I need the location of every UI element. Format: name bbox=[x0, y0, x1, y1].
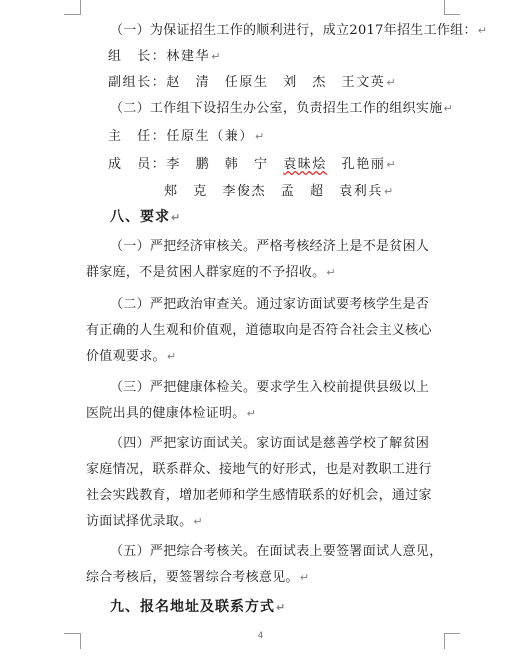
paragraph-mark-icon: ↵ bbox=[386, 158, 398, 171]
text-line: （二）工作组下设招生办公室，负责招生工作的组织实施↵ bbox=[110, 101, 454, 116]
text-line: 家庭情况，联系群众、接地气的好形式，也是对教职工进行 bbox=[86, 462, 432, 477]
page-number: 4 bbox=[257, 631, 264, 641]
text-line: 主 任：任原生（兼）↵ bbox=[108, 129, 266, 144]
text-line: 综合考核后，要签署综合考核意见。↵ bbox=[86, 570, 310, 585]
paragraph-mark-icon: ↵ bbox=[299, 571, 310, 584]
paragraph-mark-icon: ↵ bbox=[326, 266, 336, 279]
text-line: （一）为保证招生工作的顺利进行，成立2017年招生工作组：↵ bbox=[110, 23, 488, 38]
text-line: 组 长：林建华↵ bbox=[108, 49, 223, 64]
paragraph-mark-icon: ↵ bbox=[193, 515, 203, 528]
spellcheck-underlined-text: 袁昧烩 bbox=[283, 157, 328, 172]
text-line: 医院出具的健康体检证明。↵ bbox=[86, 406, 257, 421]
paragraph-mark-icon: ↵ bbox=[166, 350, 177, 363]
paragraph-mark-icon: ↵ bbox=[386, 76, 398, 89]
text-line: 郏 克 李俊杰 孟 超 袁利兵↵ bbox=[164, 184, 395, 199]
paragraph-mark-icon: ↵ bbox=[384, 185, 395, 198]
text-line: （二）严把政治审查关。通过家访面试要考核学生是否 bbox=[110, 297, 430, 312]
text-line: （五）严把综合考核关。在面试表上要签署面试人意见， bbox=[110, 544, 443, 559]
paragraph-mark-icon: ↵ bbox=[255, 130, 266, 143]
paragraph-mark-icon: ↵ bbox=[246, 407, 257, 420]
text-line: 群家庭，不是贫困人群家庭的不予招收。↵ bbox=[86, 265, 336, 280]
paragraph-mark-icon: ↵ bbox=[477, 24, 488, 37]
crop-mark-top-left-v bbox=[80, 0, 81, 15]
text-line: 访面试择优录取。↵ bbox=[86, 514, 203, 529]
text-line: （一）严把经济审核关。严格考核经济上是不是贫困人 bbox=[110, 239, 430, 254]
crop-mark-top-right-v bbox=[444, 0, 445, 15]
paragraph-mark-icon: ↵ bbox=[171, 211, 182, 224]
paragraph-mark-icon: ↵ bbox=[211, 50, 223, 63]
section-heading: 九、报名地址及联系方式↵ bbox=[110, 599, 287, 615]
text-line: 社会实践教育，增加老师和学生感情联系的好机会，通过家 bbox=[86, 488, 432, 503]
section-heading: 八、要求↵ bbox=[110, 209, 182, 225]
crop-mark-top-left-h bbox=[64, 14, 80, 15]
crop-mark-top-right-h bbox=[444, 14, 460, 15]
text-line: 价值观要求。↵ bbox=[86, 349, 177, 364]
paragraph-mark-icon: ↵ bbox=[276, 601, 287, 614]
text-line: 副组长：赵 清 任原生 刘 杰 王文英↵ bbox=[108, 75, 398, 90]
text-line: 成 员：李 鹏 韩 宁 袁昧烩 孔艳丽↵ bbox=[108, 157, 398, 172]
paragraph-mark-icon: ↵ bbox=[443, 102, 454, 115]
text-line: （四）严把家访面试关。家访面试是慈善学校了解贫困 bbox=[110, 436, 430, 451]
text-line: （三）严把健康体检关。要求学生入校前提供县级以上 bbox=[110, 380, 430, 395]
text-line: 有正确的人生观和价值观，道德取向是否符合社会主义核心 bbox=[86, 323, 432, 338]
